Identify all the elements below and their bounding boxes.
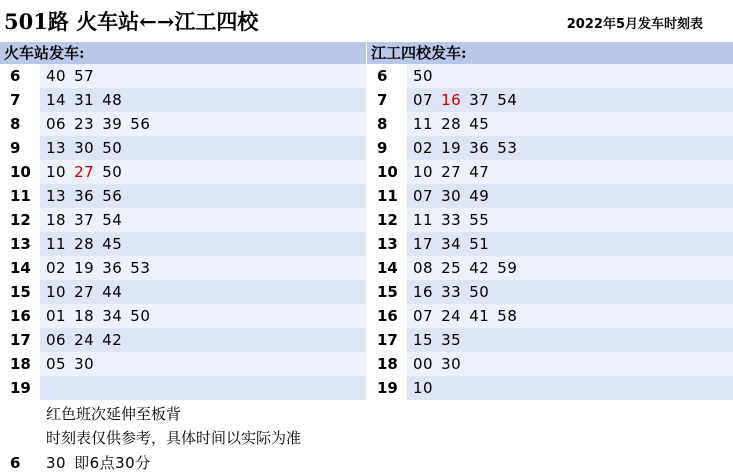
- table-row: [0, 184, 366, 208]
- minutes-cell: [407, 232, 733, 256]
- hour-cell: 8: [367, 112, 407, 136]
- hour-cell: 12: [367, 208, 407, 232]
- minutes-cell: [40, 160, 366, 184]
- departure-minute: 59: [497, 259, 518, 277]
- minutes-cell: [40, 352, 366, 376]
- departure-minute: 17: [413, 235, 434, 253]
- departure-minute: 40: [46, 67, 67, 85]
- departure-minute: 49: [469, 187, 490, 205]
- departure-minute: 07: [413, 91, 434, 109]
- example-hour: 6: [10, 454, 21, 472]
- table-row: [367, 352, 733, 376]
- departure-minute: 53: [130, 259, 151, 277]
- minutes-cell: [407, 160, 733, 184]
- table-row: [0, 280, 366, 304]
- hour-cell: 7: [0, 88, 40, 112]
- departure-minute: 30: [441, 187, 462, 205]
- hour-cell: 13: [367, 232, 407, 256]
- departure-minute: 30: [74, 139, 95, 157]
- table-row: [367, 88, 733, 112]
- departure-minute: 54: [497, 91, 518, 109]
- schedule-date: 2022年5月发车时刻表: [566, 17, 703, 32]
- departure-minute: 27: [74, 283, 95, 301]
- minutes-cell: [40, 328, 366, 352]
- departure-minute: 15: [413, 331, 434, 349]
- departure-minute: 57: [74, 67, 95, 85]
- departure-minute: 11: [413, 211, 434, 229]
- minutes-cell: [40, 88, 366, 112]
- hour-cell: 14: [0, 256, 40, 280]
- departure-minute: 36: [469, 139, 490, 157]
- minutes-cell: [40, 136, 366, 160]
- hour-cell: 15: [367, 280, 407, 304]
- departure-minute: 02: [46, 259, 67, 277]
- table-row: [367, 256, 733, 280]
- departure-minute: 11: [46, 235, 67, 253]
- departure-minute: 02: [413, 139, 434, 157]
- departure-minute: 50: [413, 67, 434, 85]
- minutes-cell: [40, 184, 366, 208]
- example-row: [0, 451, 151, 475]
- table-row: [0, 136, 366, 160]
- table-row: [367, 232, 733, 256]
- table-row: [0, 64, 366, 88]
- departure-minute: 30: [441, 355, 462, 373]
- departure-minute: 08: [413, 259, 434, 277]
- departure-minute: 00: [413, 355, 434, 373]
- departure-minute: 45: [102, 235, 123, 253]
- minutes-cell: [40, 232, 366, 256]
- departure-minute: 58: [497, 307, 518, 325]
- hour-cell: 15: [0, 280, 40, 304]
- departure-minute: 53: [497, 139, 518, 157]
- departure-minute: 50: [102, 163, 123, 181]
- departure-minute: 18: [74, 307, 95, 325]
- minutes-cell: [407, 256, 733, 280]
- table-row: [0, 160, 366, 184]
- departure-minute: 06: [46, 331, 67, 349]
- example-explanation: 即6点30分: [74, 454, 151, 472]
- departure-minute: 51: [469, 235, 490, 253]
- hour-cell: 6: [0, 64, 40, 88]
- departure-minute: 37: [469, 91, 490, 109]
- minutes-cell: [40, 280, 366, 304]
- departure-minute: 13: [46, 187, 67, 205]
- departure-minute: 35: [441, 331, 462, 349]
- departure-minute: 10: [46, 163, 67, 181]
- minutes-cell: [407, 328, 733, 352]
- minutes-cell: [407, 184, 733, 208]
- departure-minute: 36: [102, 259, 123, 277]
- hour-cell: 14: [367, 256, 407, 280]
- departure-minute: 33: [441, 283, 462, 301]
- departure-minute: 10: [46, 283, 67, 301]
- departure-minute: 41: [469, 307, 490, 325]
- departure-minute: 05: [46, 355, 67, 373]
- hour-cell: 17: [0, 328, 40, 352]
- departure-minute: 56: [102, 187, 123, 205]
- hour-cell: 19: [367, 376, 407, 400]
- departure-minute: 39: [102, 115, 123, 133]
- table-row: [0, 88, 366, 112]
- departure-minute: 14: [46, 91, 67, 109]
- minutes-cell: [40, 208, 366, 232]
- minutes-cell: [407, 112, 733, 136]
- hour-cell: 11: [0, 184, 40, 208]
- table-title-left: 火车站发车:: [0, 42, 366, 64]
- header: [0, 0, 733, 42]
- extended-departure-minute: 16: [441, 91, 462, 109]
- minutes-cell: [407, 208, 733, 232]
- departure-minute: 42: [469, 259, 490, 277]
- table-row: [0, 232, 366, 256]
- table-row: [367, 136, 733, 160]
- departure-minute: 28: [441, 115, 462, 133]
- departure-minute: 07: [413, 307, 434, 325]
- hour-cell: 9: [0, 136, 40, 160]
- departure-minute: 34: [102, 307, 123, 325]
- departure-minute: 31: [74, 91, 95, 109]
- minutes-cell: [407, 352, 733, 376]
- departure-minute: 45: [469, 115, 490, 133]
- departures-from-railway-station: [0, 42, 366, 400]
- departure-minute: 23: [74, 115, 95, 133]
- departure-minute: 10: [413, 379, 434, 397]
- minutes-cell: [407, 376, 733, 400]
- hour-cell: 18: [367, 352, 407, 376]
- hour-cell: 10: [367, 160, 407, 184]
- departure-minute: 42: [102, 331, 123, 349]
- minutes-cell: [407, 88, 733, 112]
- departure-minute: 44: [102, 283, 123, 301]
- departure-minute: 56: [130, 115, 151, 133]
- hour-cell: 7: [367, 88, 407, 112]
- departure-minute: 36: [74, 187, 95, 205]
- departure-minute: 24: [74, 331, 95, 349]
- hour-cell: 6: [367, 64, 407, 88]
- hour-cell: 19: [0, 376, 40, 400]
- departure-minute: 37: [74, 211, 95, 229]
- route-title: 501路 火车站←→江工四校: [4, 9, 259, 34]
- departure-minute: 24: [441, 307, 462, 325]
- example-minutes: [40, 451, 151, 475]
- hour-cell: 13: [0, 232, 40, 256]
- departure-minute: 19: [74, 259, 95, 277]
- table-row: [0, 304, 366, 328]
- departure-minute: 47: [469, 163, 490, 181]
- departure-minute: 19: [441, 139, 462, 157]
- table-row: [0, 256, 366, 280]
- table-row: [367, 184, 733, 208]
- minutes-cell: [407, 136, 733, 160]
- table-row: [0, 328, 366, 352]
- departure-minute: 50: [102, 139, 123, 157]
- table-title-right: 江工四校发车:: [367, 42, 733, 64]
- hour-cell: 18: [0, 352, 40, 376]
- departure-minute: 18: [46, 211, 67, 229]
- table-row: [0, 112, 366, 136]
- departure-minute: 25: [441, 259, 462, 277]
- table-row: [0, 376, 366, 400]
- hour-cell: 16: [0, 304, 40, 328]
- departure-minute: 50: [469, 283, 490, 301]
- table-row: [367, 208, 733, 232]
- hour-cell: 16: [367, 304, 407, 328]
- hour-cell: 17: [367, 328, 407, 352]
- minutes-cell: [40, 376, 366, 400]
- table-row: [367, 280, 733, 304]
- departure-minute: 48: [102, 91, 123, 109]
- departure-minute: 27: [441, 163, 462, 181]
- departure-minute: 11: [413, 115, 434, 133]
- table-row: [367, 112, 733, 136]
- hour-cell: 11: [367, 184, 407, 208]
- example-minute: 30: [46, 454, 67, 472]
- hour-cell: 9: [367, 136, 407, 160]
- departure-minute: 34: [441, 235, 462, 253]
- table-row: [367, 64, 733, 88]
- hour-cell: 12: [0, 208, 40, 232]
- extended-departure-minute: 27: [74, 163, 95, 181]
- departure-minute: 54: [102, 211, 123, 229]
- departure-minute: 13: [46, 139, 67, 157]
- notes: [46, 402, 301, 450]
- minutes-cell: [407, 304, 733, 328]
- rows-right: [367, 64, 733, 400]
- table-row: [367, 160, 733, 184]
- hour-cell: 10: [0, 160, 40, 184]
- table-row: [367, 376, 733, 400]
- minutes-cell: [407, 280, 733, 304]
- minutes-cell: [40, 112, 366, 136]
- departure-minute: 07: [413, 187, 434, 205]
- departure-minute: 33: [441, 211, 462, 229]
- minutes-cell: [40, 64, 366, 88]
- minutes-cell: [407, 64, 733, 88]
- departure-minute: 10: [413, 163, 434, 181]
- table-row: [367, 304, 733, 328]
- departure-minute: 16: [413, 283, 434, 301]
- table-row: [0, 352, 366, 376]
- departure-minute: 30: [74, 355, 95, 373]
- note-reference-only: 时刻表仅供参考，具体时间以实际为准: [46, 429, 302, 447]
- minutes-cell: [40, 304, 366, 328]
- departure-minute: 55: [469, 211, 490, 229]
- rows-left: [0, 64, 366, 400]
- departure-minute: 01: [46, 307, 67, 325]
- table-row: [367, 328, 733, 352]
- departure-minute: 50: [130, 307, 151, 325]
- departures-from-jianggong-school: [367, 42, 733, 400]
- table-row: [0, 208, 366, 232]
- hour-cell: 8: [0, 112, 40, 136]
- departure-minute: 28: [74, 235, 95, 253]
- note-red-extension: 红色班次延伸至板背: [46, 405, 182, 423]
- minutes-cell: [40, 256, 366, 280]
- departure-minute: 06: [46, 115, 67, 133]
